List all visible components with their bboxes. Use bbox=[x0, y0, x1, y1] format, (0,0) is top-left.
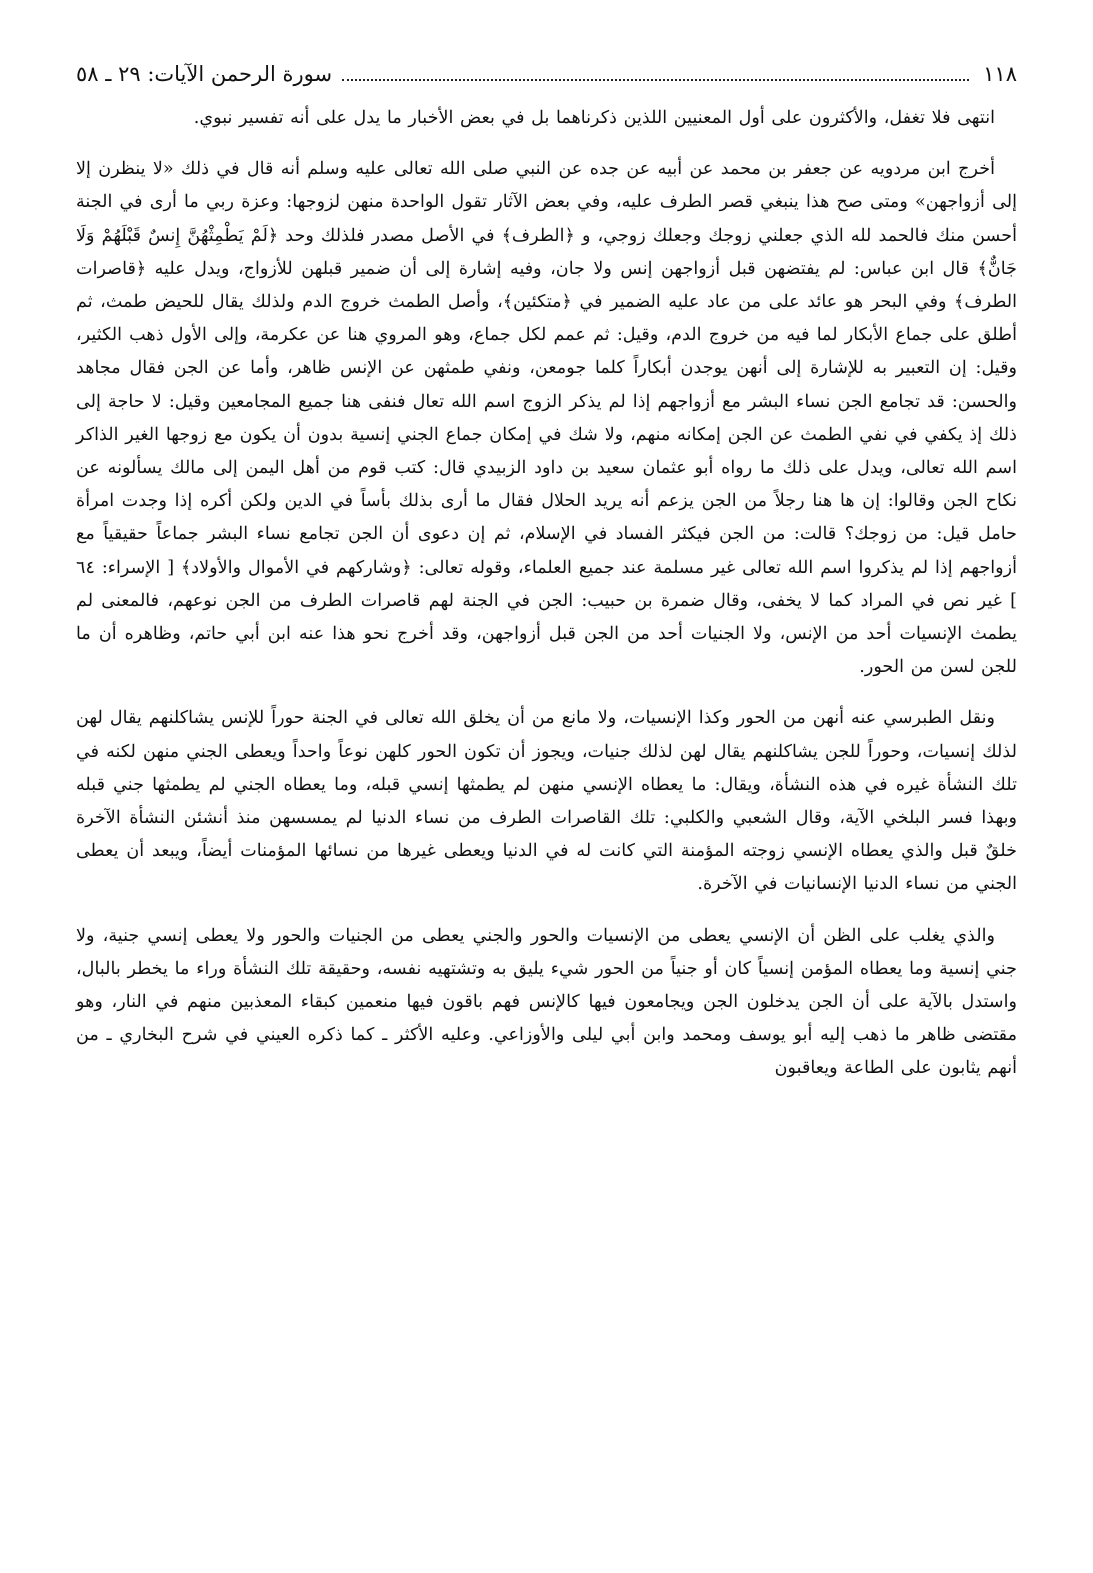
running-title: سورة الرحمن الآيات: ٢٩ ـ ٥٨ bbox=[76, 62, 333, 86]
header-dot-leader bbox=[342, 78, 969, 81]
book-page bbox=[76, 58, 1017, 1086]
paragraph-3: ونقل الطبرسي عنه أنهن من الحور وكذا الإنسيات، ولا مانع من أن يخلق الله تعالى في الجنة حوراً للإنس يشاكلنهم يقال لهن لذلك إنسيات، وحوراً للجن يشاكلنهم يقال لهن لذلك جنيات، ويجوز أن تكون الحور كلهن نوعاً واحداً ويعطى الجني منهن لكنه في تلك النشأة غيره في هذه النشأة، ويقال: ما يعطاه الإنسي منهن لم يطمثها إنسي قبله، وما يعطاه الجني لم يطمثها جني قبله وبهذا فسر البلخي الآية، وقال الشعبي والكلبي: تلك القاصرات الطرف من نساء الدنيا لم يمسسهن منذ أنشئن النشأة الآخرة خلقٌ قبل والذي يعطاه الإنسي زوجته المؤمنة التي كانت له في الدنيا ويعطى غيرها من نسائها المؤمنات أيضاً، ويبعد أن يعطى الجني من نساء الدنيا الإنسانيات في الآخرة. bbox=[76, 708, 1017, 895]
page-number: ١١٨ bbox=[983, 62, 1017, 86]
page-header bbox=[76, 58, 1017, 98]
paragraph-4: والذي يغلب على الظن أن الإنسي يعطى من الإنسيات والحور والجني يعطى من الجنيات والحور ولا يعطى إنسي جنية، ولا جني إنسية وما يعطاه المؤمن إنسياً كان أو جنياً من الحور شيء يليق به وتشتهيه نفسه، وحقيقة تلك النشأة وراء ما يخطر بالبال، واستدل بالآية على أن الجن يدخلون الجن ويجامعون فيها كالإنس فهم باقون فيها منعمين كبقاء المعذبين منهم في النار، وهو مقتضى ظاهر ما ذهب إليه أبو يوسف ومحمد وابن أبي ليلى والأوزاعي. وعليه الأكثر ـ كما ذكره العيني في شرح البخاري ـ من أنهم يثابون على الطاعة ويعاقبون bbox=[76, 925, 1017, 1079]
paragraph-2: أخرج ابن مردويه عن جعفر بن محمد عن أبيه عن جده عن النبي صلى الله تعالى عليه وسلم أنه قال في ذلك «لا ينظرن إلا إلى أزواجهن» ومتى صح هذا ينبغي قصر الطرف عليه، وفي بعض الآثار تقول الواحدة منهن لزوجها: وعزة ربي ما أرى في الجنة أحسن منك فالحمد لله الذي جعلني زوجك وجعلك زوجي، و ﴿الطرف﴾ في الأصل مصدر فلذلك وحد ﴿لَمْ يَطْمِثْهُنَّ إِنسٌ قَبْلَهُمْ وَلَا جَانٌّ﴾ قال ابن عباس: لم يفتضهن قبل أزواجهن إنس ولا جان، وفيه إشارة إلى أن ضمير قبلهن للأزواج، ويدل عليه ﴿قاصرات الطرف﴾ وفي البحر هو عائد على من عاد عليه الضمير في ﴿متكئين﴾، وأصل الطمث خروج الدم ولذلك يقال للحيض طمث، ثم أطلق على جماع الأبكار لما فيه من خروج الدم، وقيل: ثم عمم لكل جماع، وهو المروي هنا عن عكرمة، وإلى الأول ذهب الكثير، وقيل: إن التعبير به للإشارة إلى أنهن يوجدن أبكاراً كلما جومعن، ونفي طمثهن عن الإنس ظاهر، وأما عن الجن فقال مجاهد والحسن: قد تجامع الجن نساء البشر مع أزواجهم إذا لم يذكر الزوج اسم الله تعال فنفى هنا جميع المجامعين وقيل: لا حاجة إلى ذلك إذ يكفي في نفي الطمث عن الجن إمكانه منهم، ولا شك في إمكان جماع الجني إنسية بدون أن يكون مع زوجها الغير الذاكر اسم الله تعالى، ويدل على ذلك ما رواه أبو عثمان سعيد بن داود الزبيدي قال: كتب قوم من أهل اليمن إلى مالك يسألونه عن نكاح الجن وقالوا: إن ها هنا رجلاً من الجن يزعم أنه يريد الحلال فقال ما أرى بذلك بأساً في الدين ولكن أكره إذا وجدت امرأة حامل قيل: من زوجك؟ قالت: من الجن فيكثر الفساد في الإسلام، ثم إن دعوى أن الجن تجامع نساء البشر جماعاً حقيقياً مع أزواجهم إذا لم يذكروا اسم الله تعالى غير مسلمة عند جميع العلماء، وقوله تعالى: ﴿وشاركهم في الأموال والأولاد﴾ [ الإسراء: ٦٤ ] غير نص في المراد كما لا يخفى، وقال ضمرة بن حبيب: الجن في الجنة لهم قاصرات الطرف من الجن نوعهم، فالمعنى لم يطمث الإنسيات أحد من الإنس، ولا الجنيات أحد من الجن قبل أزواجهن، وقد أخرج نحو هذا عنه ابن أبي حاتم، وظاهره أن ما للجن لسن من الحور. bbox=[76, 159, 1017, 678]
paragraph-1: انتهى فلا تغفل، والأكثرون على أول المعنيين اللذين ذكرناهما بل في بعض الأخبار ما يدل على أنه تفسير نبوي. bbox=[193, 108, 995, 128]
